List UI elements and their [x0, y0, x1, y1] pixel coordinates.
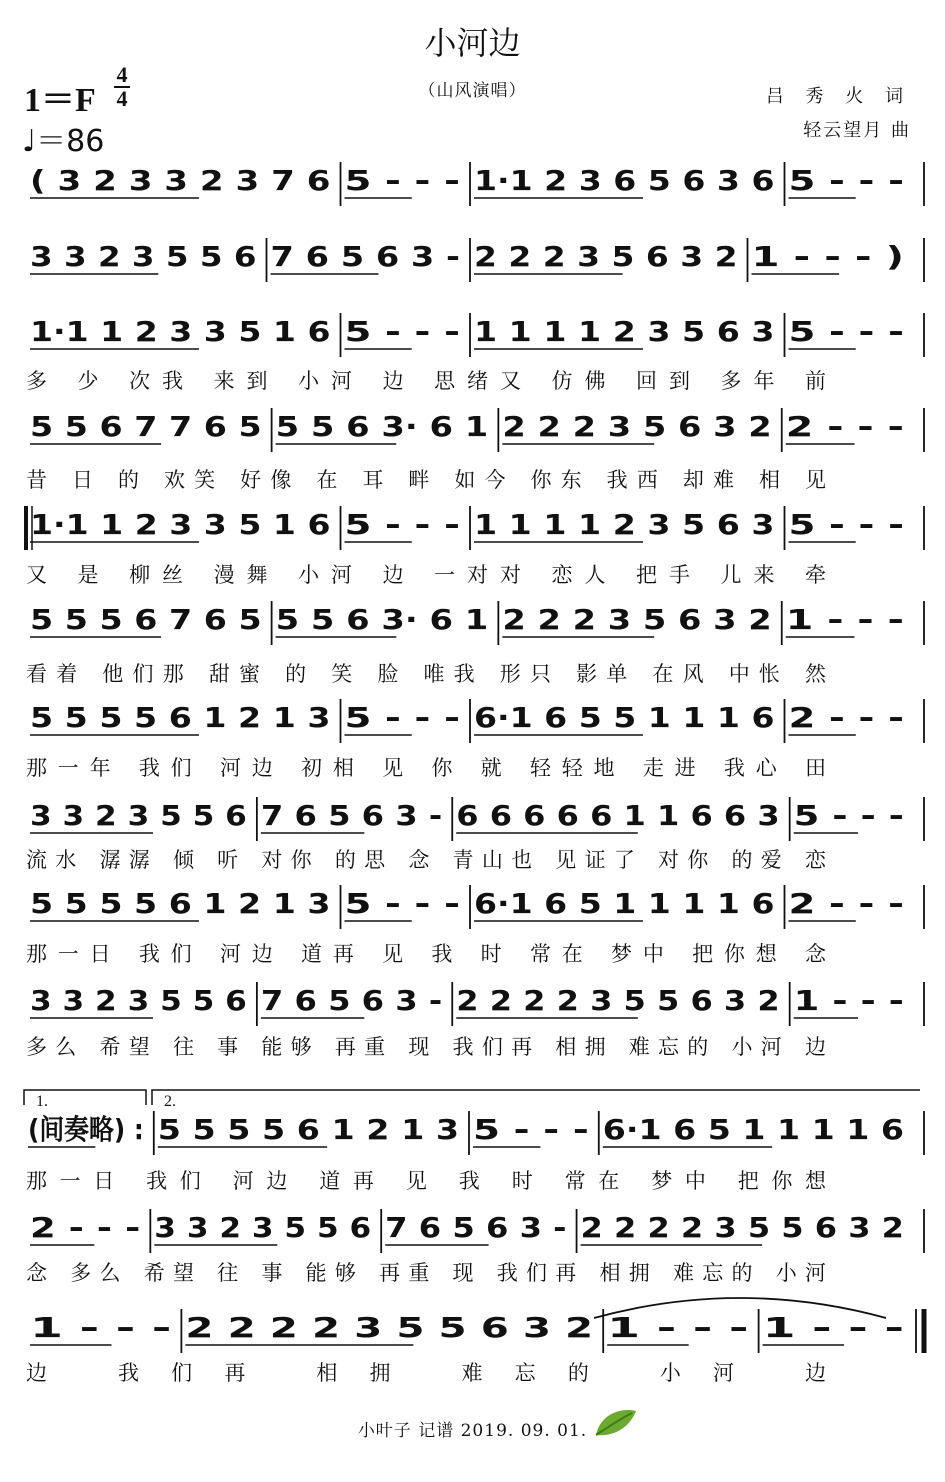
leaf-icon	[590, 1405, 640, 1441]
notation-measure: 2 - - -	[788, 701, 904, 734]
notation-measure: 5 - - -	[344, 887, 460, 920]
tempo-value: ＝86	[36, 124, 105, 159]
notation-measure: (间奏略) :	[28, 1113, 144, 1146]
notation-measure: 5 5 6 3· 6 1	[275, 603, 489, 636]
notation-measure: 5 - - -	[344, 315, 460, 348]
time-sig-bottom: 4	[116, 86, 128, 111]
notation-measure: 1 - - -	[793, 984, 904, 1017]
song-title: 小河边	[424, 24, 521, 62]
notation-measure: 2 2 2 2 3 5 5 6 3 2	[456, 984, 780, 1017]
notation-measure: 5 5 6 3· 6 1	[275, 410, 489, 443]
time-sig-top: 4	[116, 62, 128, 87]
notation-measure: ( 3 2 3 3 2 3 7 6	[30, 164, 331, 197]
notation-measure: 3 3 2 3 5 5 6	[30, 240, 257, 273]
notation-measure: 1 - - - )	[751, 240, 904, 273]
notation-measure: 1 1 1 1 2 3 5 6 3	[474, 315, 775, 348]
notation-measure: 7 6 5 6 3 -	[260, 799, 443, 832]
notation-measure: 2 2 2 3 5 6 3 2	[502, 603, 772, 636]
lyricist: 吕 秀 火 词	[765, 86, 911, 107]
notation-measure: 5 - - -	[473, 1113, 589, 1146]
notation-measure: 5 5 5 5 6 1 2 1 3	[157, 1113, 459, 1146]
lyric-line: 看着 他们那 甜蜜 的 笑 脸 唯我 形只 影单 在风 中怅 然	[26, 662, 826, 686]
notation-measure: 5 - - -	[788, 508, 904, 541]
notation-measure: 6 6 6 6 6 1 1 6 6 3	[456, 799, 780, 832]
notation-measure: 2 2 2 3 5 6 3 2	[474, 240, 738, 273]
notation-measure: 5 5 5 6 7 6 5	[30, 603, 262, 636]
lyric-line: 多 少 次我 来到 小河 边 思绪又 仿佛 回到 多年 前	[26, 369, 826, 393]
lyric-line: 又 是 柳丝 漫舞 小河 边 一对对 恋人 把手 儿来 牵	[26, 563, 826, 587]
notation-measure: 2 2 2 2 3 5 5 6 3 2	[185, 1311, 594, 1344]
notation-measure: 2 - - -	[785, 410, 904, 443]
lyric-line: 那一年 我们 河边 初相 见 你 就 轻轻地 走进 我心 田	[26, 756, 826, 780]
notation-measure: 2 - - -	[788, 887, 904, 920]
notation-measure: 1 - - -	[762, 1311, 904, 1344]
notation-measure: 6·1 6 5 5 1 1 1 6	[474, 701, 775, 734]
composer: 轻云望月 曲	[803, 120, 911, 141]
notation-measure: 5 - - -	[344, 508, 460, 541]
notation-measure: 6·1 6 5 1 1 1 1 6	[474, 887, 775, 920]
singer-note: （山风演唱）	[418, 81, 527, 101]
lyric-line: 念 多么 希望 往 事 能够 再重 现 我们再 相拥 难忘的 小河	[26, 1261, 826, 1285]
notation-measure: 5 - - -	[793, 799, 904, 832]
volta-second-bracket	[152, 1090, 920, 1105]
notation-measure: 5 - - -	[788, 164, 904, 197]
notation-measure: 5 - - -	[344, 164, 460, 197]
volta-second-label: 2.	[164, 1093, 176, 1110]
notation-measure: 2 2 2 3 5 6 3 2	[502, 410, 772, 443]
lyric-line: 那一日 我们 河边 道再 见 我 时 常在 梦中 把你想	[26, 1169, 826, 1193]
notation-measure: 6·1 6 5 1 1 1 1 6	[602, 1113, 904, 1146]
notation-measure: 5 5 5 5 6 1 2 1 3	[30, 887, 331, 920]
notation-measure: 7 6 5 6 3 -	[260, 984, 443, 1017]
notation-measure: 1 - - -	[607, 1311, 749, 1344]
notation-measure: 1 - - -	[30, 1311, 172, 1344]
quarter-note-icon: ♩	[22, 124, 37, 159]
notation-measure: 3 3 2 3 5 5 6	[30, 799, 247, 832]
notation-measure: 3 3 2 3 5 5 6	[30, 984, 247, 1017]
lyric-line: 那一日 我们 河边 道再 见 我 时 常在 梦中 把你想 念	[26, 942, 826, 966]
notation-measure: 5 - - -	[344, 701, 460, 734]
notation-measure: 1·1 1 2 3 3 5 1 6	[30, 315, 331, 348]
lyric-line: 昔 日 的 欢笑 好像 在 耳 畔 如今 你东 我西 却难 相 见	[26, 468, 826, 492]
notation-measure: 2 - - -	[30, 1211, 141, 1244]
footer-credit: 小叶子 记谱 2019. 09. 01.	[357, 1421, 588, 1441]
notation-measure: 7 6 5 6 3 -	[385, 1211, 567, 1244]
lyric-line: 多么 希望 往 事 能够 再重 现 我们再 相拥 难忘的 小河 边	[26, 1035, 826, 1059]
lyric-line: 流水 潺潺 倾 听 对你 的思 念 青山也 见证了 对你 的爱 恋	[26, 848, 826, 872]
notation-measure: 1 1 1 1 2 3 5 6 3	[474, 508, 775, 541]
volta-first-label: 1.	[36, 1093, 48, 1110]
notation-measure: 7 6 5 6 3 -	[270, 240, 460, 273]
notation-measure: 1 - - -	[785, 603, 904, 636]
notation-measure: 5 - - -	[788, 315, 904, 348]
notation-measure: 1·1 1 2 3 3 5 1 6	[30, 508, 331, 541]
notation-measure: 2 2 2 2 3 5 5 6 3 2	[580, 1211, 904, 1244]
notation-measure: 5 5 5 5 6 1 2 1 3	[30, 701, 331, 734]
notation-measure: 1·1 2 3 6 5 6 3 6	[474, 164, 775, 197]
key-signature: 1＝F	[24, 82, 96, 119]
notation-measure: 5 5 6 7 7 6 5	[30, 410, 262, 443]
notation-measure: 3 3 2 3 5 5 6	[154, 1211, 372, 1244]
lyric-line: 边 我们再 相拥 难忘的 小河 边	[26, 1361, 826, 1385]
